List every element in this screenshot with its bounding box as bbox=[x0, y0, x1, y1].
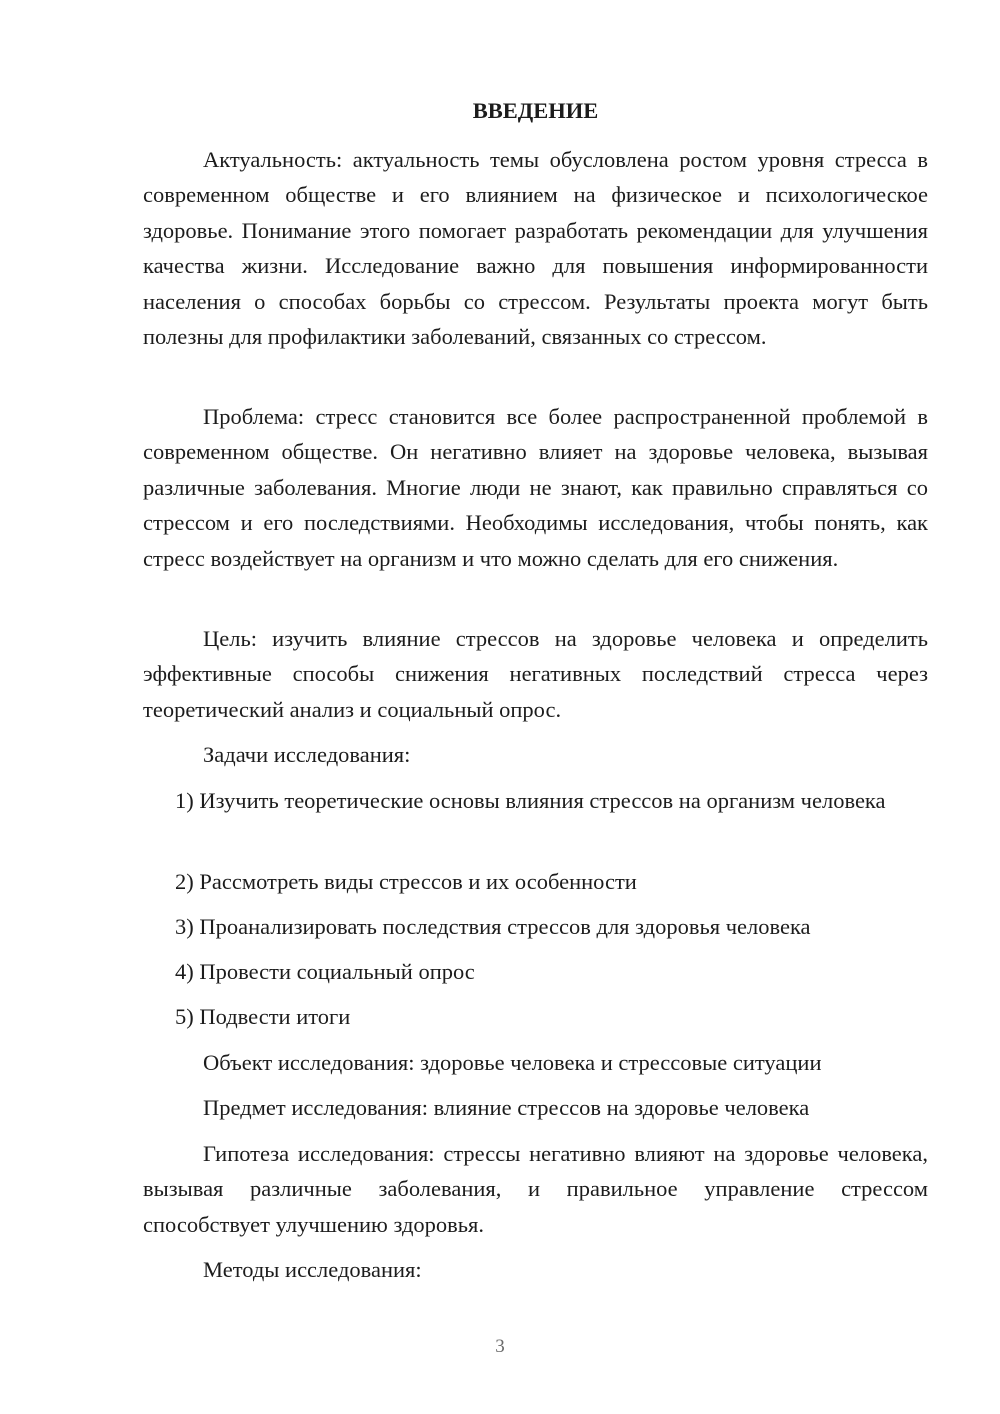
page-title: ВВЕДЕНИЕ bbox=[472, 98, 599, 123]
task-item: 2) Рассмотреть виды стрессов и их особенности bbox=[175, 869, 637, 894]
goal-paragraph: Цель: изучить влияние стрессов на здоровье человека и определить эффективные способы снижения негативных последствий стресса через теоретический анализ и социальный опрос. bbox=[143, 626, 928, 722]
object-line: Объект исследования: здоровье человека и стрессовые ситуации bbox=[203, 1050, 822, 1075]
page-number: 3 bbox=[495, 1336, 505, 1357]
task-item: 3) Проанализировать последствия стрессов для здоровья человека bbox=[175, 914, 811, 939]
relevance-paragraph: Актуальность: актуальность темы обусловлена ростом уровня стресса в современном обществе и его влиянием на физическое и психологическое здоровье. Понимание этого помогает разработать рекомендации для улучшения качества жизни. Исследование важно для повышения информированности населения о способах борьбы со стрессом. Результаты проекта могут быть полезны для профилактики заболеваний, связанных со стрессом. bbox=[143, 147, 928, 350]
problem-paragraph: Проблема: стресс становится все более распространенной проблемой в современном обществе. Он негативно влияет на здоровье человека, вызывая различные заболевания. Многие люди не знают, как правильно справляться со стрессом и его последствиями. Необходимы исследования, чтобы понять, как стресс воздействует на организм и что можно сделать для его снижения. bbox=[143, 404, 928, 571]
task-item: 4) Провести социальный опрос bbox=[175, 959, 475, 984]
subject-line: Предмет исследования: влияние стрессов на здоровье человека bbox=[203, 1095, 810, 1120]
tasks-heading: Задачи исследования: bbox=[203, 742, 411, 767]
task-item: 1) Изучить теоретические основы влияния стрессов на организм человека bbox=[175, 788, 886, 813]
hypothesis-paragraph: Гипотеза исследования: стрессы негативно влияют на здоровье человека, вызывая различные заболевания, и правильное управление стрессом способствует улучшению здоровья. bbox=[143, 1141, 928, 1237]
methods-heading: Методы исследования: bbox=[203, 1257, 422, 1282]
task-item: 5) Подвести итоги bbox=[175, 1004, 351, 1029]
